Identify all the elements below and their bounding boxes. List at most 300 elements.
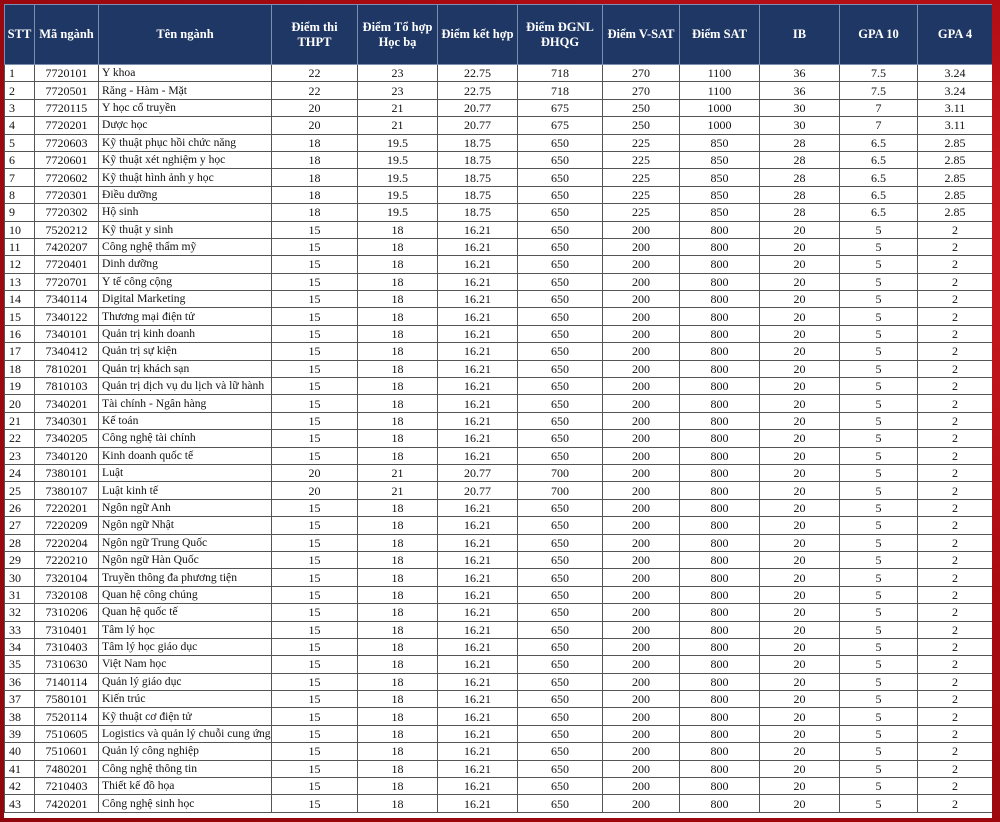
- cell-ten-nganh: Quản trị dịch vụ du lịch và lữ hành: [99, 378, 272, 395]
- cell-ma-nganh: 7510601: [35, 743, 99, 760]
- cell-diem-vsat: 200: [603, 743, 680, 760]
- cell-stt: 38: [5, 708, 35, 725]
- cell-diem-ket-hop: 16.21: [438, 308, 518, 325]
- cell-stt: 31: [5, 586, 35, 603]
- cell-diem-hoc-ba: 21: [358, 99, 438, 116]
- cell-ma-nganh: 7810103: [35, 378, 99, 395]
- cell-ten-nganh: Logistics và quản lý chuỗi cung ứng: [99, 725, 272, 742]
- cell-ma-nganh: 7320104: [35, 569, 99, 586]
- cell-ib: 20: [760, 604, 840, 621]
- cell-diem-thi-thpt: 15: [272, 291, 358, 308]
- cell-diem-hoc-ba: 18: [358, 360, 438, 377]
- cell-stt: 4: [5, 117, 35, 134]
- cell-ten-nganh: Ngôn ngữ Trung Quốc: [99, 534, 272, 551]
- cell-diem-dgnl: 650: [518, 378, 603, 395]
- cell-diem-sat: 800: [680, 743, 760, 760]
- cell-diem-thi-thpt: 15: [272, 551, 358, 568]
- cell-diem-dgnl: 650: [518, 499, 603, 516]
- table-header: [5, 5, 993, 65]
- cell-diem-ket-hop: 18.75: [438, 186, 518, 203]
- cell-diem-thi-thpt: 15: [272, 673, 358, 690]
- cell-diem-ket-hop: 16.21: [438, 256, 518, 273]
- cell-diem-ket-hop: 16.21: [438, 412, 518, 429]
- cell-ib: 20: [760, 238, 840, 255]
- cell-gpa4: 2.85: [918, 151, 993, 168]
- cell-gpa10: 5: [840, 378, 918, 395]
- cell-diem-sat: 800: [680, 656, 760, 673]
- cell-ib: 20: [760, 499, 840, 516]
- cell-ten-nganh: Kỹ thuật y sinh: [99, 221, 272, 238]
- cell-diem-sat: 800: [680, 795, 760, 812]
- cell-gpa10: 5: [840, 621, 918, 638]
- cell-ma-nganh: 7340114: [35, 291, 99, 308]
- cell-gpa10: 6.5: [840, 169, 918, 186]
- cell-gpa4: 2: [918, 760, 993, 777]
- cell-stt: 15: [5, 308, 35, 325]
- cell-ib: 20: [760, 256, 840, 273]
- cell-gpa10: 5: [840, 569, 918, 586]
- cell-diem-dgnl: 718: [518, 65, 603, 82]
- cell-diem-sat: 800: [680, 360, 760, 377]
- cell-gpa10: 5: [840, 343, 918, 360]
- col-ib-header: IB: [760, 5, 840, 65]
- cell-gpa4: 2: [918, 360, 993, 377]
- cell-diem-ket-hop: 16.21: [438, 360, 518, 377]
- cell-gpa4: 2: [918, 725, 993, 742]
- cell-gpa10: 5: [840, 360, 918, 377]
- cell-ib: 28: [760, 151, 840, 168]
- cell-diem-dgnl: 700: [518, 464, 603, 481]
- cell-ten-nganh: Luật kinh tế: [99, 482, 272, 499]
- cell-diem-hoc-ba: 18: [358, 534, 438, 551]
- cell-diem-thi-thpt: 15: [272, 569, 358, 586]
- cell-ma-nganh: 7720701: [35, 273, 99, 290]
- cell-diem-hoc-ba: 18: [358, 638, 438, 655]
- cell-diem-hoc-ba: 23: [358, 82, 438, 99]
- cell-gpa10: 5: [840, 604, 918, 621]
- table-row: [5, 691, 993, 708]
- table-row: [5, 725, 993, 742]
- cell-diem-vsat: 200: [603, 343, 680, 360]
- cell-ten-nganh: Kỹ thuật xét nghiệm y học: [99, 151, 272, 168]
- cell-ten-nganh: Quản trị kinh doanh: [99, 325, 272, 342]
- cell-diem-sat: 850: [680, 186, 760, 203]
- cell-stt: 1: [5, 65, 35, 82]
- table-row: [5, 795, 993, 812]
- cell-ma-nganh: 7520114: [35, 708, 99, 725]
- cell-gpa4: 2: [918, 673, 993, 690]
- table-row: [5, 499, 993, 516]
- score-table-frame: [4, 4, 992, 818]
- cell-diem-thi-thpt: 20: [272, 464, 358, 481]
- cell-diem-ket-hop: 16.21: [438, 604, 518, 621]
- cell-diem-sat: 800: [680, 691, 760, 708]
- cell-stt: 37: [5, 691, 35, 708]
- cell-stt: 41: [5, 760, 35, 777]
- table-row: [5, 430, 993, 447]
- cell-diem-hoc-ba: 18: [358, 743, 438, 760]
- cell-diem-ket-hop: 16.21: [438, 534, 518, 551]
- cell-ma-nganh: 7340122: [35, 308, 99, 325]
- cell-diem-hoc-ba: 18: [358, 656, 438, 673]
- cell-ten-nganh: Việt Nam học: [99, 656, 272, 673]
- cell-ten-nganh: Kỹ thuật hình ảnh y học: [99, 169, 272, 186]
- cell-diem-thi-thpt: 15: [272, 691, 358, 708]
- cell-ma-nganh: 7720603: [35, 134, 99, 151]
- cell-diem-vsat: 200: [603, 308, 680, 325]
- cell-diem-hoc-ba: 18: [358, 795, 438, 812]
- cell-ib: 20: [760, 743, 840, 760]
- cell-gpa4: 2: [918, 291, 993, 308]
- cell-ma-nganh: 7340412: [35, 343, 99, 360]
- cell-ten-nganh: Kỹ thuật phục hồi chức năng: [99, 134, 272, 151]
- cell-diem-dgnl: 650: [518, 325, 603, 342]
- table-row: [5, 638, 993, 655]
- table-row: [5, 134, 993, 151]
- table-row: [5, 308, 993, 325]
- cell-stt: 33: [5, 621, 35, 638]
- cell-diem-thi-thpt: 22: [272, 65, 358, 82]
- cell-diem-sat: 800: [680, 604, 760, 621]
- cell-stt: 17: [5, 343, 35, 360]
- cell-diem-sat: 1000: [680, 117, 760, 134]
- cell-diem-sat: 800: [680, 586, 760, 603]
- cell-diem-vsat: 200: [603, 499, 680, 516]
- cell-diem-vsat: 200: [603, 534, 680, 551]
- cell-ib: 30: [760, 99, 840, 116]
- table-row: [5, 604, 993, 621]
- cell-ma-nganh: 7310206: [35, 604, 99, 621]
- cell-diem-dgnl: 650: [518, 430, 603, 447]
- cell-ib: 30: [760, 117, 840, 134]
- cell-diem-ket-hop: 16.21: [438, 378, 518, 395]
- cell-gpa10: 5: [840, 778, 918, 795]
- cell-diem-hoc-ba: 19.5: [358, 151, 438, 168]
- cell-diem-vsat: 270: [603, 82, 680, 99]
- cell-gpa10: 5: [840, 743, 918, 760]
- table-row: [5, 99, 993, 116]
- cell-gpa4: 2: [918, 308, 993, 325]
- cell-ten-nganh: Kế toán: [99, 412, 272, 429]
- cell-gpa4: 2: [918, 691, 993, 708]
- cell-diem-vsat: 200: [603, 551, 680, 568]
- cell-ma-nganh: 7340301: [35, 412, 99, 429]
- cell-gpa10: 5: [840, 221, 918, 238]
- cell-diem-vsat: 200: [603, 430, 680, 447]
- cell-gpa4: 2: [918, 395, 993, 412]
- cell-ma-nganh: 7210403: [35, 778, 99, 795]
- table-body: [5, 65, 993, 813]
- cell-gpa10: 5: [840, 691, 918, 708]
- cell-ib: 36: [760, 65, 840, 82]
- cell-diem-dgnl: 650: [518, 725, 603, 742]
- table-row: [5, 482, 993, 499]
- cell-ib: 20: [760, 795, 840, 812]
- cell-diem-vsat: 200: [603, 569, 680, 586]
- cell-diem-ket-hop: 16.21: [438, 586, 518, 603]
- cell-diem-dgnl: 650: [518, 169, 603, 186]
- cell-ma-nganh: 7720601: [35, 151, 99, 168]
- cell-diem-dgnl: 675: [518, 117, 603, 134]
- cell-diem-ket-hop: 22.75: [438, 82, 518, 99]
- cell-diem-thi-thpt: 15: [272, 534, 358, 551]
- cell-gpa4: 3.11: [918, 99, 993, 116]
- table-row: [5, 325, 993, 342]
- cell-diem-hoc-ba: 18: [358, 343, 438, 360]
- cell-diem-vsat: 200: [603, 360, 680, 377]
- col-diem-dgnl-header: Điểm ĐGNL ĐHQG: [518, 5, 603, 65]
- cell-ma-nganh: 7720501: [35, 82, 99, 99]
- table-row: [5, 65, 993, 82]
- cell-gpa4: 2.85: [918, 186, 993, 203]
- cell-diem-vsat: 250: [603, 99, 680, 116]
- cell-ten-nganh: Tài chính - Ngân hàng: [99, 395, 272, 412]
- cell-diem-hoc-ba: 19.5: [358, 186, 438, 203]
- cell-stt: 43: [5, 795, 35, 812]
- cell-diem-thi-thpt: 15: [272, 638, 358, 655]
- cell-ib: 20: [760, 691, 840, 708]
- cell-ib: 20: [760, 708, 840, 725]
- cell-diem-ket-hop: 16.21: [438, 673, 518, 690]
- cell-ten-nganh: Ngôn ngữ Anh: [99, 499, 272, 516]
- cell-diem-vsat: 200: [603, 395, 680, 412]
- cell-ib: 20: [760, 725, 840, 742]
- cell-ib: 20: [760, 517, 840, 534]
- cell-ten-nganh: Kiến trúc: [99, 691, 272, 708]
- cell-diem-dgnl: 650: [518, 134, 603, 151]
- cell-diem-sat: 800: [680, 378, 760, 395]
- cell-gpa4: 3.24: [918, 82, 993, 99]
- cell-ma-nganh: 7140114: [35, 673, 99, 690]
- cell-ma-nganh: 7720302: [35, 204, 99, 221]
- cell-ma-nganh: 7340201: [35, 395, 99, 412]
- cell-diem-vsat: 200: [603, 482, 680, 499]
- cell-ten-nganh: Thương mại điện tử: [99, 308, 272, 325]
- cell-diem-thi-thpt: 20: [272, 482, 358, 499]
- cell-diem-dgnl: 650: [518, 691, 603, 708]
- cell-gpa4: 2: [918, 430, 993, 447]
- cell-gpa4: 2: [918, 256, 993, 273]
- cell-ma-nganh: 7340101: [35, 325, 99, 342]
- admission-score-table: [4, 4, 992, 813]
- cell-diem-dgnl: 650: [518, 621, 603, 638]
- cell-ib: 20: [760, 378, 840, 395]
- cell-diem-dgnl: 650: [518, 586, 603, 603]
- cell-diem-dgnl: 650: [518, 638, 603, 655]
- cell-diem-vsat: 250: [603, 117, 680, 134]
- table-row: [5, 204, 993, 221]
- cell-diem-thi-thpt: 15: [272, 360, 358, 377]
- table-row: [5, 273, 993, 290]
- cell-ib: 20: [760, 482, 840, 499]
- cell-gpa10: 7.5: [840, 82, 918, 99]
- cell-stt: 14: [5, 291, 35, 308]
- cell-ma-nganh: 7380107: [35, 482, 99, 499]
- cell-ma-nganh: 7340205: [35, 430, 99, 447]
- cell-gpa10: 5: [840, 447, 918, 464]
- cell-diem-dgnl: 650: [518, 708, 603, 725]
- col-diem-hoc-ba-header: Điểm Tổ hợp Học bạ: [358, 5, 438, 65]
- table-row: [5, 221, 993, 238]
- cell-gpa4: 2: [918, 795, 993, 812]
- cell-gpa4: 2: [918, 238, 993, 255]
- col-diem-sat-header: Điểm SAT: [680, 5, 760, 65]
- cell-diem-vsat: 200: [603, 673, 680, 690]
- cell-diem-hoc-ba: 18: [358, 621, 438, 638]
- cell-diem-hoc-ba: 21: [358, 482, 438, 499]
- cell-ib: 20: [760, 360, 840, 377]
- cell-stt: 35: [5, 656, 35, 673]
- cell-diem-ket-hop: 16.21: [438, 221, 518, 238]
- table-row: [5, 82, 993, 99]
- cell-gpa4: 2: [918, 604, 993, 621]
- cell-diem-thi-thpt: 15: [272, 447, 358, 464]
- cell-diem-ket-hop: 16.21: [438, 621, 518, 638]
- cell-ib: 36: [760, 82, 840, 99]
- cell-diem-sat: 800: [680, 725, 760, 742]
- cell-ma-nganh: 7220204: [35, 534, 99, 551]
- cell-gpa10: 5: [840, 708, 918, 725]
- cell-diem-thi-thpt: 15: [272, 308, 358, 325]
- cell-stt: 20: [5, 395, 35, 412]
- cell-diem-sat: 1100: [680, 65, 760, 82]
- cell-stt: 42: [5, 778, 35, 795]
- cell-diem-thi-thpt: 15: [272, 273, 358, 290]
- cell-diem-thi-thpt: 20: [272, 99, 358, 116]
- cell-ten-nganh: Công nghệ thông tin: [99, 760, 272, 777]
- table-row: [5, 534, 993, 551]
- cell-ten-nganh: Công nghệ sinh học: [99, 795, 272, 812]
- cell-diem-sat: 800: [680, 621, 760, 638]
- cell-diem-ket-hop: 16.21: [438, 743, 518, 760]
- cell-diem-vsat: 225: [603, 169, 680, 186]
- cell-diem-ket-hop: 16.21: [438, 499, 518, 516]
- cell-diem-vsat: 270: [603, 65, 680, 82]
- cell-stt: 21: [5, 412, 35, 429]
- cell-diem-ket-hop: 18.75: [438, 151, 518, 168]
- cell-diem-ket-hop: 16.21: [438, 760, 518, 777]
- cell-diem-ket-hop: 16.21: [438, 343, 518, 360]
- cell-ma-nganh: 7220209: [35, 517, 99, 534]
- cell-ten-nganh: Y khoa: [99, 65, 272, 82]
- cell-diem-hoc-ba: 18: [358, 291, 438, 308]
- cell-stt: 7: [5, 169, 35, 186]
- cell-gpa4: 2: [918, 778, 993, 795]
- cell-diem-vsat: 200: [603, 464, 680, 481]
- cell-diem-sat: 850: [680, 151, 760, 168]
- cell-diem-dgnl: 650: [518, 743, 603, 760]
- cell-diem-ket-hop: 16.21: [438, 325, 518, 342]
- cell-stt: 18: [5, 360, 35, 377]
- cell-gpa10: 5: [840, 638, 918, 655]
- cell-ib: 20: [760, 221, 840, 238]
- cell-ma-nganh: 7810201: [35, 360, 99, 377]
- cell-ten-nganh: Y tế công cộng: [99, 273, 272, 290]
- cell-diem-sat: 800: [680, 778, 760, 795]
- cell-ma-nganh: 7580101: [35, 691, 99, 708]
- cell-diem-vsat: 200: [603, 760, 680, 777]
- cell-diem-ket-hop: 20.77: [438, 482, 518, 499]
- table-row: [5, 186, 993, 203]
- cell-gpa4: 2: [918, 743, 993, 760]
- cell-stt: 2: [5, 82, 35, 99]
- cell-gpa4: 2.85: [918, 169, 993, 186]
- cell-diem-vsat: 200: [603, 378, 680, 395]
- cell-gpa4: 2: [918, 325, 993, 342]
- cell-diem-hoc-ba: 18: [358, 569, 438, 586]
- cell-ma-nganh: 7420201: [35, 795, 99, 812]
- table-row: [5, 151, 993, 168]
- cell-diem-thi-thpt: 18: [272, 151, 358, 168]
- cell-diem-sat: 800: [680, 308, 760, 325]
- cell-diem-sat: 800: [680, 517, 760, 534]
- cell-ten-nganh: Dược học: [99, 117, 272, 134]
- cell-diem-dgnl: 718: [518, 82, 603, 99]
- cell-diem-thi-thpt: 15: [272, 343, 358, 360]
- cell-diem-ket-hop: 16.21: [438, 273, 518, 290]
- cell-gpa10: 5: [840, 534, 918, 551]
- cell-gpa10: 5: [840, 325, 918, 342]
- cell-diem-ket-hop: 20.77: [438, 117, 518, 134]
- cell-diem-thi-thpt: 20: [272, 117, 358, 134]
- cell-diem-thi-thpt: 18: [272, 134, 358, 151]
- cell-diem-dgnl: 650: [518, 238, 603, 255]
- cell-diem-vsat: 200: [603, 273, 680, 290]
- cell-ib: 20: [760, 343, 840, 360]
- cell-diem-hoc-ba: 18: [358, 673, 438, 690]
- cell-gpa10: 5: [840, 760, 918, 777]
- cell-ib: 28: [760, 186, 840, 203]
- cell-ma-nganh: 7720602: [35, 169, 99, 186]
- cell-diem-hoc-ba: 18: [358, 378, 438, 395]
- cell-ib: 20: [760, 430, 840, 447]
- cell-diem-thi-thpt: 15: [272, 378, 358, 395]
- cell-diem-vsat: 225: [603, 204, 680, 221]
- cell-ten-nganh: Ngôn ngữ Hàn Quốc: [99, 551, 272, 568]
- cell-ib: 20: [760, 656, 840, 673]
- cell-gpa10: 5: [840, 430, 918, 447]
- cell-gpa10: 5: [840, 795, 918, 812]
- cell-stt: 23: [5, 447, 35, 464]
- cell-ten-nganh: Kỹ thuật cơ điện tử: [99, 708, 272, 725]
- cell-diem-sat: 800: [680, 638, 760, 655]
- table-row: [5, 169, 993, 186]
- cell-ten-nganh: Quan hệ công chúng: [99, 586, 272, 603]
- cell-diem-sat: 800: [680, 499, 760, 516]
- cell-diem-dgnl: 650: [518, 395, 603, 412]
- cell-diem-thi-thpt: 18: [272, 204, 358, 221]
- cell-diem-hoc-ba: 18: [358, 708, 438, 725]
- cell-stt: 28: [5, 534, 35, 551]
- cell-diem-hoc-ba: 18: [358, 604, 438, 621]
- cell-stt: 3: [5, 99, 35, 116]
- cell-diem-ket-hop: 20.77: [438, 99, 518, 116]
- cell-ib: 20: [760, 638, 840, 655]
- cell-ib: 20: [760, 760, 840, 777]
- cell-stt: 5: [5, 134, 35, 151]
- cell-diem-dgnl: 650: [518, 221, 603, 238]
- cell-ma-nganh: 7480201: [35, 760, 99, 777]
- cell-diem-hoc-ba: 21: [358, 117, 438, 134]
- cell-ten-nganh: Kinh doanh quốc tế: [99, 447, 272, 464]
- cell-diem-thi-thpt: 15: [272, 325, 358, 342]
- cell-ten-nganh: Quản trị sự kiện: [99, 343, 272, 360]
- cell-diem-sat: 800: [680, 430, 760, 447]
- cell-stt: 22: [5, 430, 35, 447]
- cell-gpa4: 2: [918, 534, 993, 551]
- cell-diem-thi-thpt: 18: [272, 169, 358, 186]
- cell-diem-thi-thpt: 22: [272, 82, 358, 99]
